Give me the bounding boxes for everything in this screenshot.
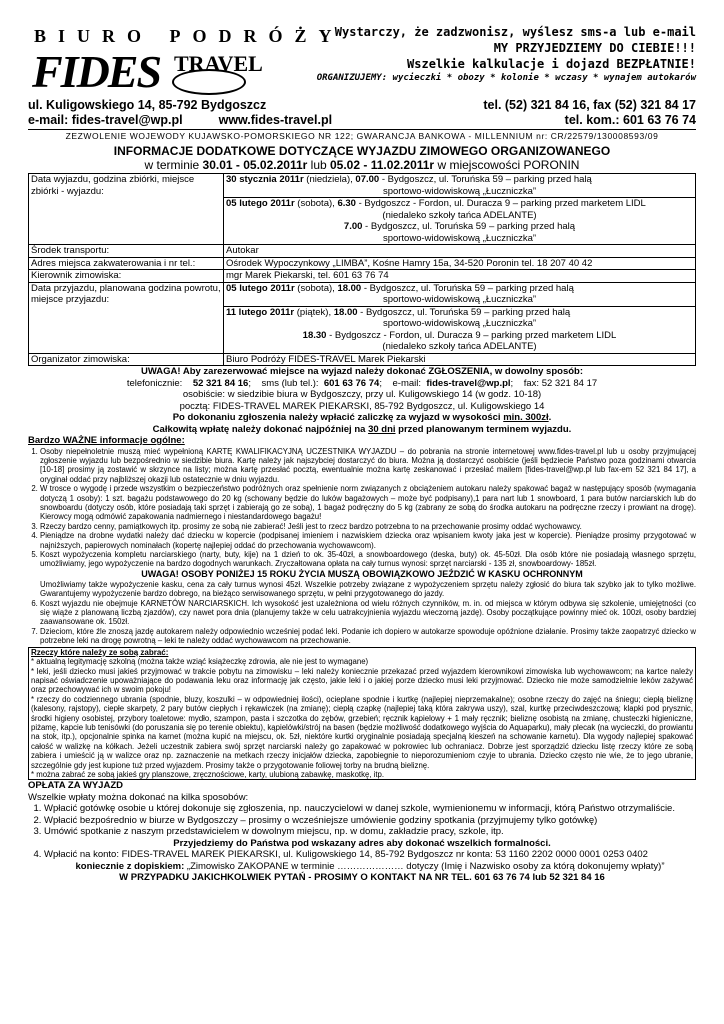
list-item: 5. Koszt wypożyczenia kompletu narciarskiego (narty, buty, kije) na 1 dzień to ok. 35-40zł, a snowboardowego (deska, buty) ok. 45-50zł. Dla osób które nie posiadają własnego sprzętu, umożliwiamy, jego wypożyczenie na bardzo dogodnych warunkach. Zryczałtowana opłata na cały turnus wynosi: sprzęt narciarski - 135 zł, snowboardowy- 185zł.	[40, 550, 696, 569]
letterhead	[28, 14, 696, 98]
accommodation-value: Ośrodek Wypoczynkowy „LIMBA”, Kośne Hamry 15a, 34-520 Poronin tel. 18 207 40 42	[224, 257, 696, 270]
booking-in-person: osobiście: w siedzibie biura w Bydgoszczy, przy ul. Kuligowskiego 14 (w godz. 10-18)	[182, 389, 542, 400]
deposit-info: Po dokonaniu zgłoszenia należy wpłacić zaliczkę za wyjazd w wysokości min. 300zł.	[172, 412, 552, 423]
organizer-label: Organizator zimowiska:	[29, 353, 224, 366]
list-item: 4. Pieniądze na drobne wydatki należy dać dziecku w kopercie (podpisanej imieniem i nazwiskiem dziecka oraz wpisaniem kwoty jaka jest w kopercie). Pieniądze prosimy przygotować w najniższych, papierowych nominałach (kopertę najlepiej oddać do przechowania wychowawcom).	[40, 531, 696, 550]
full-payment-info: Całkowitą wpłatę należy dokonać najpóźniej na 30 dni przed planowanym terminem wyjazdu.	[152, 423, 572, 435]
list-item: 7. Dzieciom, które źle znoszą jazdę autokarem należy odpowiednio wcześniej podać leki. Podanie ich dopiero w autokarze spowoduje opóźnione działanie. Prosimy także zaopatrzyć dziecko w potrzebne leki na drogę powrotną – leki te należy oddać wychowawcom na przechowanie.	[40, 627, 696, 646]
mobile-phone: tel. kom.: 601 63 76 74	[564, 113, 696, 127]
things-to-bring-box	[28, 647, 696, 781]
leader-label: Kierownik zimowiska:	[29, 270, 224, 283]
slogan-line-4: ORGANIZUJEMY: wycieczki * obozy * kolonie * wczasy * wynajem autokarów	[316, 73, 696, 83]
table-row	[29, 245, 696, 258]
list-item: 1. Osoby niepełnoletnie muszą mieć wypełnioną KARTĘ KWALIFIKACYJNĄ UCZESTNIKA WYJAZDU – do pobrania na stronie internetowej www.fides-travel.pl lub u osoby przyjmującej zgłoszenie wyjazdu lub bezpośrednio w siedzibie biura. Kartę należy jak najszybciej dostarczyć do biura. Można ją dostarczyć osobiście (jeśli będziecie Państwo poza godzinami otwarcia [10-18] prosimy ją zostawić w skrzynce na listy; można kartę przesłać pocztą, ewentualnie można kartę zeskanować i przesłać mailem [fides-travel@wp.pl lub fax-em 52 321 84 17], a oryginał oddać przy najbliższej okazji lub ostatecznie w dniu wyjazdu.	[40, 447, 696, 485]
table-row	[29, 270, 696, 283]
payment-visit-note: Przyjedziemy do Państwa pod wskazany adres aby dokonać wszelkich formalności.	[173, 837, 551, 849]
departure-option-2: 05 lutego 2011r (sobota), 6.30 - Bydgoszcz - Fordon, ul. Duracza 9 – parking przed marketem LIDL (niedaleko szkoły tańca ADELANTE) 7.00 - Bydgoszcz, ul. Toruńska 59 – parking przed halą sportowo-widowiskową „Łuczniczka”	[224, 198, 696, 245]
rules-list-2	[28, 599, 696, 646]
document-title: INFORMACJE DODATKOWE DOTYCZĄCE WYJAZDU ZIMOWEGO ORGANIZOWANEGO	[113, 144, 611, 158]
list-item: 3. Umówić spotkanie z naszym przedstawicielem w dowolnym miejscu, np. w domu, zakładzie pracy, szkole, itp.	[44, 826, 696, 838]
table-row	[29, 353, 696, 366]
payment-title: OPŁATA ZA WYJAZD	[28, 780, 123, 792]
departure-label: Data wyjazdu, godzina zbiórki, miejsce zbiórki - wyjazdu:	[29, 174, 224, 245]
booking-by-post: pocztą: FIDES-TRAVEL MAREK PIEKARSKI, 85-792 Bydgoszcz, ul. Kuligowskiego 14	[179, 400, 545, 412]
trip-info-table	[28, 173, 696, 366]
return-label: Data przyjazdu, planowana godzina powrotu, miejsce przyjazdu:	[29, 282, 224, 353]
transport-label: Środek transportu:	[29, 245, 224, 258]
return-option-2: 11 lutego 2011r (piątek), 18.00 - Bydgoszcz, ul. Toruńska 59 – parking przed halą sportowo-widowiskową „Łuczniczka” 18.30 - Bydgoszcz - Fordon, ul. Duracza 9 – parking przed marketem LIDL (niedaleko szkoły tańca ADELANTE)	[224, 306, 696, 353]
address: ul. Kuligowskiego 14, 85-792 Bydgoszcz	[28, 98, 267, 112]
payment-intro: Wszelkie wpłaty można dokonać na kilka sposobów:	[28, 791, 249, 803]
table-row	[29, 282, 696, 306]
list-item: 2. W trosce o wygodę i przede wszystkim o bezpieczeństwo podróżnych oraz spełnienie norm związanych z obciążeniem autokaru należy spakować bagaż w następujący sposób (wymagania dotyczą 1 osoby): 1 szt. bagażu podstawowego do 20 kg (schowany będzie do luków bagażowych – może być podpisany),1 para nart lub 1 snowboard, 1 para butów narciarskich lub do snowboardu (dotyczy osób, które posiadają taki sprzęt i zabierają go ze sobą), 1 bagaż podręczny do 5 kg (zabrany ze sobą do środka autokaru na podręczne rzeczy i prowiant na drogę). Kierowcy mogą odmówić zapakowania nadmiernego i niestandardowego bagażu!	[40, 484, 696, 522]
list-item: 6. Koszt wyjazdu nie obejmuje KARNETÓW NARCIARSKICH. Ich wysokość jest uzależniona od wielu różnych czynników, m. in. od miejsca w którym odbywa się szkolenie, umiejętności (co się wiąże z planowaną liczbą zjazdów), czy nawet pora dnia (planujemy także w celu uatrakcyjnienia wyjazdu wieczorną jazdę). Osoby początkujące powinny mieć ok. 100zł, osoby bardziej zaawansowane ok. 150zł.	[40, 599, 696, 627]
payment-list	[28, 803, 696, 838]
transport-value: Autokar	[224, 245, 696, 258]
logo-travel-text: TRAVEL	[174, 51, 263, 76]
list-item: 3. Rzeczy bardzo cenny, pamiątkowych itp. prosimy ze sobą nie zabierać! Jeśli jest to rzecz bardzo potrzebna to na przechowanie prosimy oddać wychowawcy.	[40, 522, 696, 531]
accommodation-label: Adres miejsca zakwaterowania i nr tel.:	[29, 257, 224, 270]
departure-option-1: 30 stycznia 2011r (niedziela), 07.00 - Bydgoszcz, ul. Toruńska 59 – parking przed halą sportowo-widowiskową „Łuczniczka”	[224, 174, 696, 198]
booking-warning: UWAGA! Aby zarezerwować miejsce na wyjazd należy dokonać ZGŁOSZENIA, w dowolny sposób:	[140, 366, 583, 377]
document-page	[28, 14, 696, 884]
payment-list-2	[28, 849, 696, 872]
list-item: 4. Wpłacić na konto: FIDES-TRAVEL MAREK PIEKARSKI, ul. Kuligowskiego 14, 85-792 Bydgoszcz nr konta: 53 1160 2202 0000 0001 0253 0402 koniecznie z dopiskiem: „Zimowisko ZAKOPANE w terminie ………………… dotyczy (Imię i Nazwisko osoby za którą dokonujemy wpłaty)”	[44, 849, 696, 872]
phone-fax: tel. (52) 321 84 16, fax (52) 321 84 17	[483, 98, 696, 112]
list-item: * rzeczy do codziennego ubrania (spodnie, bluzy, koszulki – w odpowiedniej ilości), ocieplane spodnie i kurtkę (najlepiej nieprzemakalne); osobne rzeczy do zajęć na śniegu; ciepłą bieliznę (kalesony, rajstopy), ciepłe skarpety, 2 pary butów ciepłych i rękawiczek (na zmianę); ciepłą czapkę (najlepiej taką która zakrywa uszy), szal, kurtkę przeciwdeszczową; klapki pod prysznic, środki higieny osobistej, przybory toaletowe: mydło, szampon, pasta i szczotka do zębów, grzebień; ręcznik kąpielowy + 1 mały ręcznik; bieliznę osobistą na zmianę, chusteczki higieniczne, piżamę, kapcie lub tenisówki (do poruszania się po terenie obiektu), kąpielówki/strój na basen (będzie możliwość dodatkowego wyjścia do Aquaparku), mały plecak (na wycieczki, do prowiantu na stok, itp.), opcjonalnie spinka na karnet (można kupić na miejscu, ok. 5zł, niektóre kurtki oryginalnie posiadają specjalną kieszeń na schowanie karnetu). Dla wygody najlepiej spakować całość w walizkę na kółkach. Jeżeli uczestnik zabiera swój sprzęt narciarski należy go zapakować w pokrowiec lub ochraniacz. Dobrze jest sporządzić dziecku listę rzeczy które ze sobą zabiera i umieścić ją w walizce oraz np. zaznaczenie na metkach rzeczy inicjałów dziecka, zapobiegnie to nieporozumieniom czyje to ubrania. Dziecko często nie wie, że to jego ubranie, szczególnie gdy jest kupione tuż przed wyjazdem. Prosimy także o przygotowanie foliowej torby na brudną bieliznę.	[31, 694, 693, 770]
slogan-line-3: Wszelkie kalkulacje i dojazd BEZPŁATNIE!	[407, 57, 696, 71]
license-line: ZEZWOLENIE WOJEWODY KUJAWSKO-POMORSKIEGO NR 122; GWARANCJA BANKOWA - MILLENNIUM nr: CR/22579/130008593/09	[28, 129, 696, 142]
document-subtitle: w terminie 30.01 - 05.02.2011r lub 05.02 - 11.02.2011r w miejscowości PORONIN	[144, 158, 580, 172]
email: e-mail: fides-travel@wp.pl	[28, 113, 183, 127]
rules-list	[28, 447, 696, 569]
agency-label: BIURO PODRÓŻY	[34, 26, 344, 46]
things-title: Rzeczy które należy ze sobą zabrać:	[31, 647, 169, 657]
slogan-line-2: MY PRZYJEDZIEMY DO CIEBIE!!!	[493, 41, 696, 55]
logo-fides-text: FIDES	[32, 46, 161, 97]
booking-contacts: telefonicznie: 52 321 84 16; sms (lub tel.): 601 63 76 74; e-mail: fides-travel@wp.pl; fax: 52 321 84 17	[126, 377, 598, 389]
organizer-value: Biuro Podróży FIDES-TRAVEL Marek Piekarski	[224, 353, 696, 366]
helmet-warning: UWAGA! OSOBY PONIŻEJ 15 ROKU ŻYCIA MUSZĄ OBOWIĄZKOWO JEŹDZIĆ W KASKU OCHRONNYM	[141, 568, 583, 579]
list-item: * aktualną legitymację szkolną (można także wziąć książeczkę zdrowia, ale nie jest to wymagane)	[31, 657, 369, 667]
rules-title: Bardzo WAŻNE informacje ogólne:	[28, 435, 185, 446]
contact-block	[28, 98, 696, 128]
table-row	[29, 174, 696, 198]
helmet-text: Umożliwiamy także wypożyczenie kasku, cena za cały turnus wynosi 45zł. Wszelkie potrzeby związane z wypożyczeniem sprzętu należy zgłosić do biura tak szybko jak to tylko możliwe. Gwarantujemy wypożyczenie bardzo dobrego, na bieżąco serwisowanego sprzętu, w pełni przygotowanego do jazdy.	[40, 579, 696, 599]
booking-section	[28, 366, 696, 435]
table-row	[29, 257, 696, 270]
list-item: 1. Wpłacić gotówkę osobie u której dokonuje się zgłoszenia, np. nauczycielowi w danej szkole, wymienionemu w informacji, którą Państwo otrzymaliście.	[44, 803, 696, 815]
slogan	[296, 24, 696, 84]
website: www.fides-travel.pl	[218, 113, 333, 127]
payment-section	[28, 780, 696, 884]
slogan-line-1: Wystarczy, że zadzwonisz, wyślesz sms-a lub e-mail	[334, 25, 696, 39]
list-item: * można zabrać ze sobą jakieś gry planszowe, zręcznościowe, karty, ulubioną zabawkę, maskotkę, itp.	[31, 770, 385, 779]
leader-value: mgr Marek Piekarski, tel. 601 63 76 74	[224, 270, 696, 283]
list-item: * leki, jeśli dziecko musi jakieś przyjmować w trakcie pobytu na zimowisku – leki należy koniecznie przekazać przed wyjazdem kierownikowi zimowiska lub wychowawcom; na kartce należy napisać oświadczenie upoważniające do podawania leku oraz informację jak często, jakie leki i o jakiej porze dziecko musi leki przyjmować. Dziecko nie może samodzielnie leków zażywać oraz przechowywać ich w swoim pokoju!	[31, 666, 693, 695]
final-contact: W PRZYPADKU JAKICHKOLWIEK PYTAŃ - PROSIMY O KONTAKT NA NR TEL. 601 63 76 74 lub 52 321 84 16	[119, 872, 605, 884]
return-option-1: 05 lutego 2011r (sobota), 18.00 - Bydgoszcz, ul. Toruńska 59 – parking przed halą sportowo-widowiskową „Łuczniczka”	[224, 282, 696, 306]
fides-travel-logo	[32, 46, 263, 97]
list-item: 2. Wpłacić bezpośrednio w biurze w Bydgoszczy – prosimy o wcześniejsze umówienie godziny spotkania (przyjmujemy tylko gotówkę)	[44, 815, 696, 827]
things-list	[31, 657, 693, 779]
